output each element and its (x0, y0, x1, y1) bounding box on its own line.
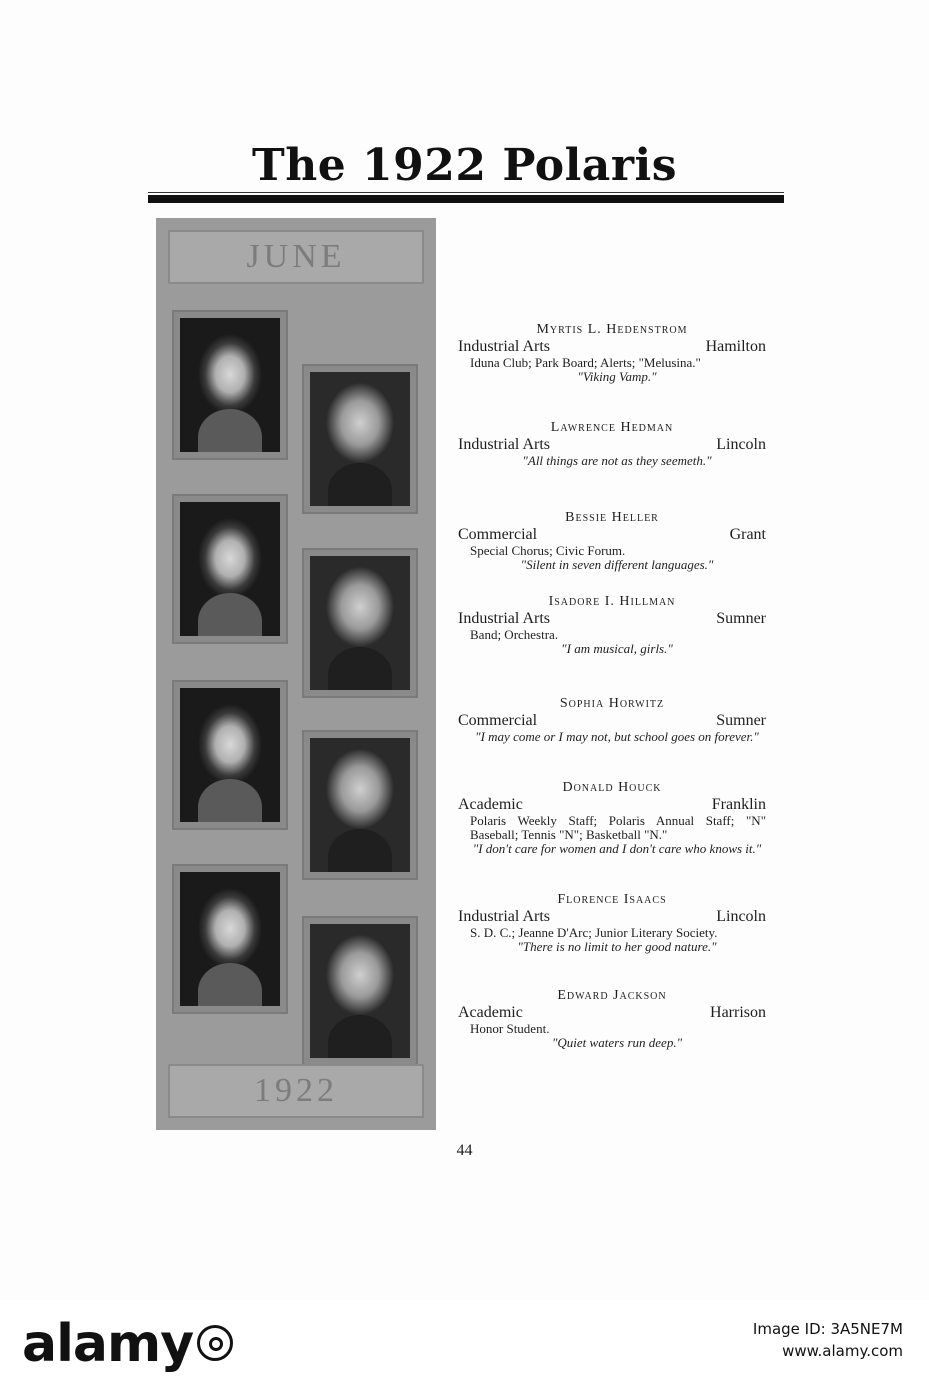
student-quote: "Viking Vamp." (577, 369, 657, 384)
student-name: Bessie Heller (565, 510, 659, 525)
photo-horwitz (172, 680, 288, 830)
student-name: Lawrence Hedman (550, 420, 674, 435)
student-course: Industrial Arts (458, 610, 550, 627)
panel-top-label: JUNE (168, 230, 424, 284)
entry-horwitz (458, 696, 766, 744)
student-activities: Iduna Club; Park Board; Alerts; "Melusina." (470, 355, 701, 370)
entry-houck (458, 780, 766, 856)
student-name: Donald Houck (562, 780, 662, 795)
student-course: Commercial (458, 712, 538, 729)
image-id: Image ID: 3A5NE7M (752, 1320, 903, 1338)
panel-bottom-label: 1922 (168, 1064, 424, 1118)
student-name: Isadore I. Hillman (548, 594, 676, 609)
page-number: 44 (456, 1142, 473, 1159)
student-course: Industrial Arts (458, 908, 550, 925)
student-quote: "Silent in seven different languages." (520, 557, 714, 572)
student-school: Franklin (711, 796, 766, 813)
student-quote: "Quiet waters run deep." (551, 1035, 683, 1050)
student-name: Edward Jackson (557, 988, 667, 1003)
student-quote: "I may come or I may not, but school goes on forever." (475, 729, 759, 744)
photo-houck (302, 730, 418, 880)
student-course: Academic (458, 1004, 523, 1021)
student-course: Industrial Arts (458, 338, 550, 355)
entry-isaacs (458, 892, 766, 954)
student-quote: "There is no limit to her good nature." (517, 939, 717, 954)
student-activities: S. D. C.; Jeanne D'Arc; Junior Literary Society. (470, 925, 718, 940)
student-name: Myrtis L. Hedenstrom (536, 322, 688, 337)
student-school: Lincoln (716, 908, 766, 925)
stock-footer (0, 1300, 929, 1390)
student-name: Sophia Horwitz (559, 696, 665, 711)
student-quote: "All things are not as they seemeth." (522, 453, 712, 468)
student-activities: Special Chorus; Civic Forum. (470, 543, 626, 558)
photo-hedenstrom (172, 310, 288, 460)
entry-hillman (458, 594, 766, 656)
student-school: Sumner (716, 712, 766, 729)
brand-logo[interactable] (22, 1314, 233, 1374)
student-school: Grant (729, 526, 766, 543)
student-activities: Polaris Weekly Staff; Polaris Annual Staff; "N" Baseball; Tennis "N"; Basketball "N." (470, 813, 766, 842)
student-name: Florence Isaacs (557, 892, 667, 907)
photo-hillman (302, 548, 418, 698)
student-activities: Band; Orchestra. (470, 627, 559, 642)
student-course: Commercial (458, 526, 538, 543)
title-rule-thin (148, 192, 784, 193)
photo-panel (156, 218, 436, 1130)
student-school: Lincoln (716, 436, 766, 453)
photo-jackson (302, 916, 418, 1066)
photo-hedman (302, 364, 418, 514)
student-activities: Honor Student. (470, 1021, 550, 1036)
entry-jackson (458, 988, 766, 1050)
entry-hedman (458, 420, 766, 468)
site-url[interactable]: www.alamy.com (782, 1342, 903, 1360)
student-quote: "I am musical, girls." (561, 641, 673, 656)
entry-hedenstrom (458, 322, 766, 384)
title-rule (148, 195, 784, 203)
student-quote: "I don't care for women and I don't care who knows it." (472, 841, 762, 856)
student-school: Sumner (716, 610, 766, 627)
image-meta (753, 1318, 903, 1362)
photo-heller (172, 494, 288, 644)
brand-wordmark: alamy (22, 1314, 194, 1374)
photo-isaacs (172, 864, 288, 1014)
student-course: Academic (458, 796, 523, 813)
student-school: Harrison (710, 1004, 766, 1021)
brand-mark-icon (197, 1325, 233, 1361)
page-title: The 1922 Polaris (252, 140, 677, 191)
entry-heller (458, 510, 766, 572)
student-school: Hamilton (705, 338, 766, 355)
student-course: Industrial Arts (458, 436, 550, 453)
